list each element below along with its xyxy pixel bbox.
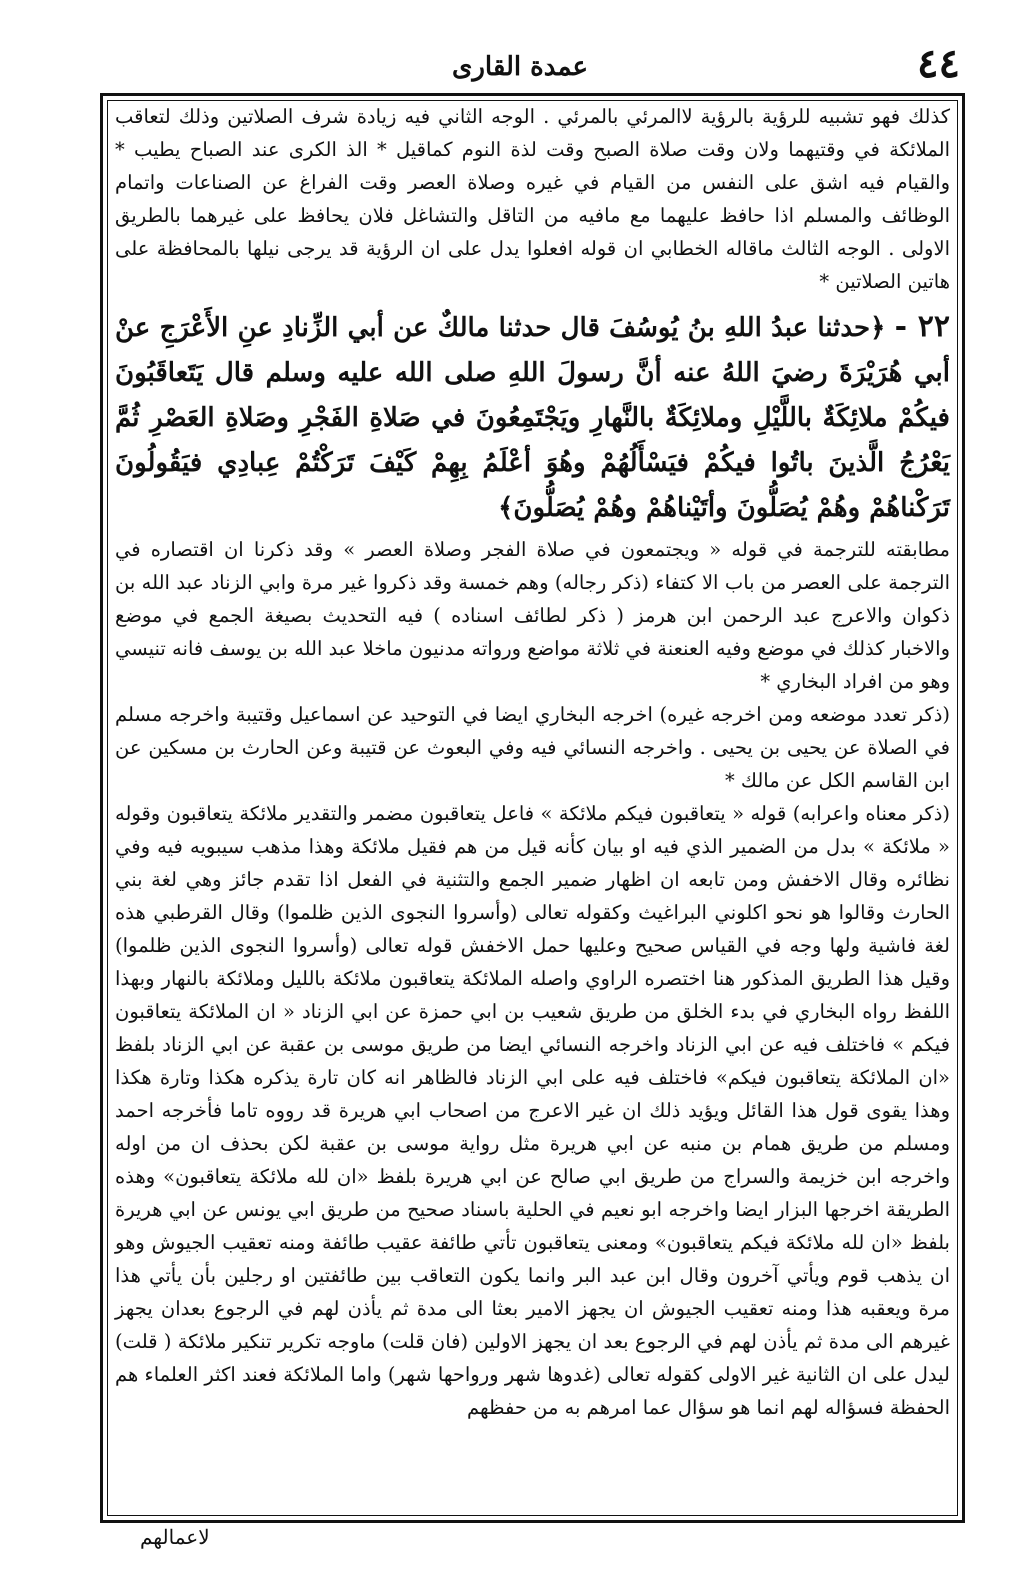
catchword: لاعمالهم	[140, 1525, 210, 1549]
page-header	[80, 40, 960, 90]
paragraph-commentary-3: (ذكر تعدد موضعه ومن اخرجه غيره) اخرجه البخاري ايضا في التوحيد عن اسماعيل وقتيبة واخرجه مسلم في الصلاة عن يحيى بن يحيى . واخرجه النسائي فيه وفي البعوث عن قتيبة وعن الحارث بن مسكين عن ابن القاسم الكل عن مالك *	[115, 703, 950, 792]
paragraph-commentary-2: مطابقته للترجمة في قوله « ويجتمعون في صلاة الفجر وصلاة العصر » وقد ذكرنا ان اقتصاره في الترجمة على العصر من باب الا كتفاء (ذكر رجاله) وهم خمسة وقد ذكروا غير مرة وابي الزناد عبد الله بن ذكوان والاعرج عبد الرحمن ابن هرمز ( ذكر لطائف اسناده ) فيه التحديث بصيغة الجمع في موضع والاخبار كذلك في موضع وفيه العنعنة في ثلاثة مواضع ورواته مدنيون ماخلا عبد الله بن يوسف فانه تنيسي وهو من افراد البخاري *	[115, 538, 950, 693]
hadith-number: ٢٢ -	[894, 309, 951, 344]
main-text-block	[115, 100, 950, 1424]
hadith-text: ﴿حدثنا عبدُ اللهِ بنُ يُوسُفَ قال حدثنا مالكٌ عن أبي الزِّنادِ عنِ الأَعْرَجِ عنْ أبي هُرَيْرَةَ رضيَ اللهُ عنه أنَّ رسولَ اللهِ صلى الله عليه وسلم قال يَتَعاقَبُونَ فيكُمْ ملائِكَةٌ باللَّيْلِ وملائِكَةٌ بالنَّهارِ ويَجْتَمِعُونَ في صَلاةِ الفَجْرِ وصَلاةِ العَصْرِ ثُمَّ يَعْرُجُ الَّذينَ باتُوا فيكُمْ فيَسْأَلُهُمْ وهُوَ أعْلَمُ بِهِمْ كَيْفَ تَرَكْتُمْ عِبادِي فيَقُولُونَ تَرَكْناهُمْ وهُمْ يُصَلُّونَ وأتَيْناهُمْ وهُمْ يُصَلُّونَ﴾	[115, 313, 950, 523]
page-number: ٤٤	[917, 40, 960, 87]
paragraph-commentary-4: (ذكر معناه واعرابه) قوله « يتعاقبون فيكم ملائكة » فاعل يتعاقبون مضمر والتقدير ملائكة يتعاقبون وقوله « ملائكة » بدل من الضمير الذي فيه او بيان كأنه قيل من هم فقيل ملائكة وهذا مذهب سيبويه فيه وفي نظائره وقال الاخفش ومن تابعه ان اظهار ضمير الجمع والتثنية في الفعل اذا تقدم جائز وهي لغة بني الحارث وقالوا هو نحو اكلوني البراغيث وكقوله تعالى (وأسروا النجوى الذين ظلموا) وقال القرطبي هذه لغة فاشية ولها وجه في القياس صحيح وعليها حمل الاخفش قوله تعالى (وأسروا النجوى الذين ظلموا) وقيل هذا الطريق المذكور هنا اختصره الراوي واصله الملائكة يتعاقبون ملائكة بالليل وملائكة بالنهار وبهذا اللفظ رواه البخاري في بدء الخلق من طريق شعيب بن ابي حمزة عن ابي الزناد « ان الملائكة يتعاقبون فيكم » فاختلف فيه عن ابي الزناد واخرجه النسائي ايضا من طريق موسى بن عقبة عن ابي الزناد بلفظ «ان الملائكة يتعاقبون فيكم» فاختلف فيه على ابي الزناد فالظاهر انه كان تارة يذكره هكذا وتارة هكذا وهذا يقوى قول هذا القائل ويؤيد ذلك ان غير الاعرج من اصحاب ابي هريرة قد رووه تاما فأخرجه احمد ومسلم من طريق همام بن منبه عن ابي هريرة مثل رواية موسى بن عقبة لكن بحذف ان من اوله واخرجه ابن خزيمة والسراج من طريق ابي صالح عن ابي هريرة بلفظ «ان لله ملائكة يتعاقبون» وهذه الطريقة اخرجها البزار ايضا واخرجه ابو نعيم في الحلية باسناد صحيح من طريق ابي يونس عن ابي هريرة بلفظ «ان لله ملائكة فيكم يتعاقبون» ومعنى يتعاقبون تأتي طائفة عقيب طائفة ومنه تعقيب الجيوش وهو ان يذهب قوم ويأتي آخرون وقال ابن عبد البر وانما يكون التعاقب بين طائفتين او رجلين بأن يأتي هذا مرة ويعقبه هذا ومنه تعقيب الجيوش ان يجهز الامير بعثا الى مدة ثم يأذن لهم في الرجوع بعدان يجهز غيرهم الى مدة ثم يأذن لهم في الرجوع بعد ان يجهز الاولين (فان قلت) ماوجه تكرير تنكير ملائكة ( قلت) ليدل على ان الثانية غير الاولى كقوله تعالى (غدوها شهر ورواحها شهر) واما الملائكة فعند اكثر العلماء هم الحفظة فسؤاله لهم انما هو سؤال عما امرهم به من حفظهم	[115, 802, 950, 1419]
paragraph-commentary-1: كذلك فهو تشبيه للرؤية بالرؤية لاالمرئي بالمرئي . الوجه الثاني فيه زيادة شرف الصلاتين وذلك لتعاقب الملائكة في وقتيهما ولان وقت صلاة الصبح وقت لذة النوم كماقيل * الذ الكرى عند الصباح يطيب * والقيام فيه اشق على النفس من القيام في غيره وصلاة العصر وقت الفراغ عن الصناعات واتمام الوظائف والمسلم اذا حافظ عليهما مع مافيه من التاقل والتشاغل فلان يحافظ على غيرهما بالطريق الاولى . الوجه الثالث ماقاله الخطابي ان قوله افعلوا يدل على ان الرؤية قد يرجى نيلها بالمحافظة على هاتين الصلاتين *	[115, 105, 950, 293]
hadith-block	[115, 304, 950, 531]
running-title: عمدة القارى	[452, 52, 588, 82]
